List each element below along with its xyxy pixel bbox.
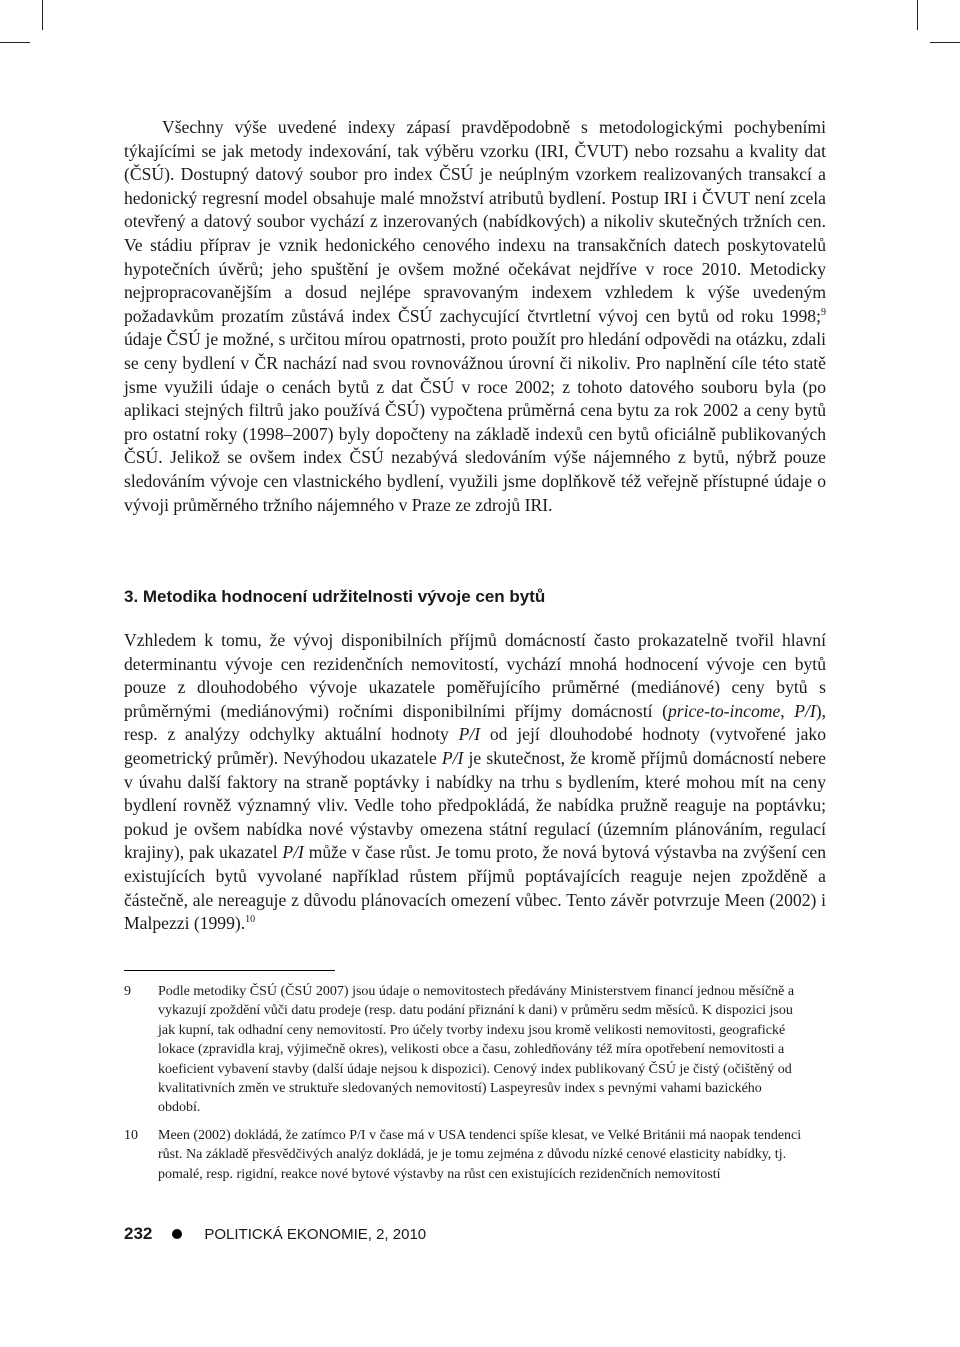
paragraph-text: je skutečnost, že kromě příjmů domácností nebere v úvahu další faktory na straně poptávky i nabídky na trhu s bydlením, které mohou mít na ceny bydlení rovněž významný vliv. Vedle toho předpokládá, že nabídka pružně reaguje na poptávku; pokud je ovšem nabídka nové výstavby omezena státní regulací (územním plánováním, regulací krajiny), pak ukazatel bbox=[124, 747, 826, 863]
footnote-text: Podle metodiky ČSÚ (ČSÚ 2007) jsou údaje o nemovitostech předávány Ministerstvem financí jednou měsíčně a vykazují zpoždění vůči datu prodeje (resp. datu podání přiznání k dani) v průměru sedm měsíců. K dispozici jsou jak kupní, tak odhadní ceny nemovitostí. Pro účely tvorby indexu jsou kromě velikosti nemovitosti, geografické lokace (zpravidla kraj, výjimečně okres), velikosti obce a času, zohledňovány též míra opotřebení nemovitosti a koeficient vybavení stavby (další údaje nejsou k dispozici). Cenový index publikovaný ČSÚ je čistý (očištěný od kvalitativních změn ve struktuře sledovaných nemovitostí) Laspeyresův index s pevnými vahami bazického období. bbox=[158, 984, 795, 1116]
crop-mark bbox=[917, 0, 918, 30]
paragraph-text: , bbox=[780, 700, 795, 721]
bullet-icon bbox=[172, 1229, 182, 1239]
footnote-text: Meen (2002) dokládá, že zatímco P/I v čase má v USA tendenci spíše klesat, ve Velké Británii má naopak tendenci růst. Na základě přesvědčivých analýz dokládá, je je tomu zejména z důvodu nízké cenové elasticity nabídky, tj. pomalé, resp. rigidní, reakce nové bytové výstavby na růst cen existujících rezidenčních nemovitostí bbox=[158, 1128, 802, 1182]
italic-term: P/I bbox=[282, 842, 304, 863]
footnote-divider bbox=[124, 970, 335, 971]
footnote-number: 9 bbox=[124, 984, 131, 999]
italic-term: P/I bbox=[794, 700, 816, 721]
footnote-ref[interactable]: 9 bbox=[821, 306, 826, 318]
crop-mark bbox=[930, 42, 960, 43]
footnote-number: 10 bbox=[124, 1128, 138, 1143]
body-paragraph bbox=[124, 629, 826, 936]
italic-term: P/I bbox=[458, 724, 481, 745]
paragraph-text: od její dlouhodobé hodnoty (vytvořené jako geometrický průměr). Nevýhodou ukazatele bbox=[124, 724, 827, 768]
body-paragraph bbox=[124, 116, 826, 517]
italic-term: price-to-income bbox=[667, 700, 781, 721]
page-number: 232 bbox=[124, 1224, 153, 1243]
paragraph-text: ), resp. z analýzy odchylky aktuální hodnoty bbox=[124, 700, 826, 745]
page-footer bbox=[124, 1224, 426, 1244]
section-heading: 3. Metodika hodnocení udržitelnosti vývoje cen bytů bbox=[124, 587, 546, 606]
paragraph-text: Všechny výše uvedené indexy zápasí pravděpodobně s metodologickými pochybeními týkajícími se jak metody indexování, tak výběru vzorku (IRI, ČVUT) nebo rozsahu a kvality dat (ČSÚ). Dostupný datový soubor pro index ČSÚ je neúplným vzorkem realizovaných transakcí a hedonický regresní model obsahuje malé množství atributů bydlení. Postup IRI i ČVUT není zcela otevřený a datový soubor vychází z inzerovaných (nabídkových) a nikoliv skutečných tržních cen. Ve stádiu příprav je vznik hedonického cenového indexu na transakčních datech poskytovatelů hypotečních úvěrů; jeho spuštění je ovšem možné očekávat nejdříve v roce 2010. Metodicky nejpropracovanějším a dosud nejlépe spravovaným indexem vzhledem k výše uvedeným požadavkům prozatím zůstává index ČSÚ zachycující čtvrtletní vývoj cen bytů od roku 1998; bbox=[124, 117, 826, 326]
crop-mark bbox=[42, 0, 43, 30]
paragraph-text: údaje ČSÚ je možné, s určitou mírou opatrnosti, proto použít pro hledání odpovědi na otázku, zdali se ceny bydlení v ČR nachází nad svou rovnovážnou úrovní či nikoliv. Pro naplnění cíle této statě jsme využili údaje o cenách bytů z dat ČSÚ v roce 2002; z tohoto datového souboru byla (po aplikaci stejných filtrů jako používá ČSÚ) vypočtena průměrná cena bytu za rok 2002 a ceny bytů pro ostatní roky (1998–2007) byly dopočteny na základě indexů cen bytů oficiálně publikovaných ČSÚ. Jelikož se ovšem index ČSÚ nezabývá sledováním výše nájemného z bytů, nýbrž pouze sledováním vývoje cen vlastnického bydlení, využili jsme doplňkově též veřejně přístupné údaje o vývoji průměrného tržního nájemného v Praze ze zdrojů IRI. bbox=[124, 329, 826, 515]
paragraph-text: může v čase růst. Je tomu proto, že nová bytová výstavba na zvýšení cen existujících bytů vyvolané například růstem příjmů poptávajících reaguje nejen zpožděně a částečně, ale nereaguje z důvodu plánovacích omezení vůbec. Tento závěr potvrzuje Meen (2002) i Malpezzi (1999). bbox=[124, 842, 827, 934]
footnote-ref[interactable]: 10 bbox=[245, 914, 256, 926]
italic-term: P/I bbox=[441, 747, 464, 768]
crop-mark bbox=[0, 42, 30, 43]
journal-title: POLITICKÁ EKONOMIE, 2, 2010 bbox=[204, 1225, 427, 1243]
paragraph-text: Vzhledem k tomu, že vývoj disponibilních příjmů domácností často prokazatelně tvořil hlavní determinantu vývoje cen rezidenčních nemovitostí, vychází mnohá hodnocení vývoje cen bytů pouze z dlouhodobého vývoje ukazatele poměřujícího průměrné (mediánové) ceny bytů s průměrnými (mediánovými) ročními disponibilními příjmy domácností ( bbox=[124, 630, 826, 721]
